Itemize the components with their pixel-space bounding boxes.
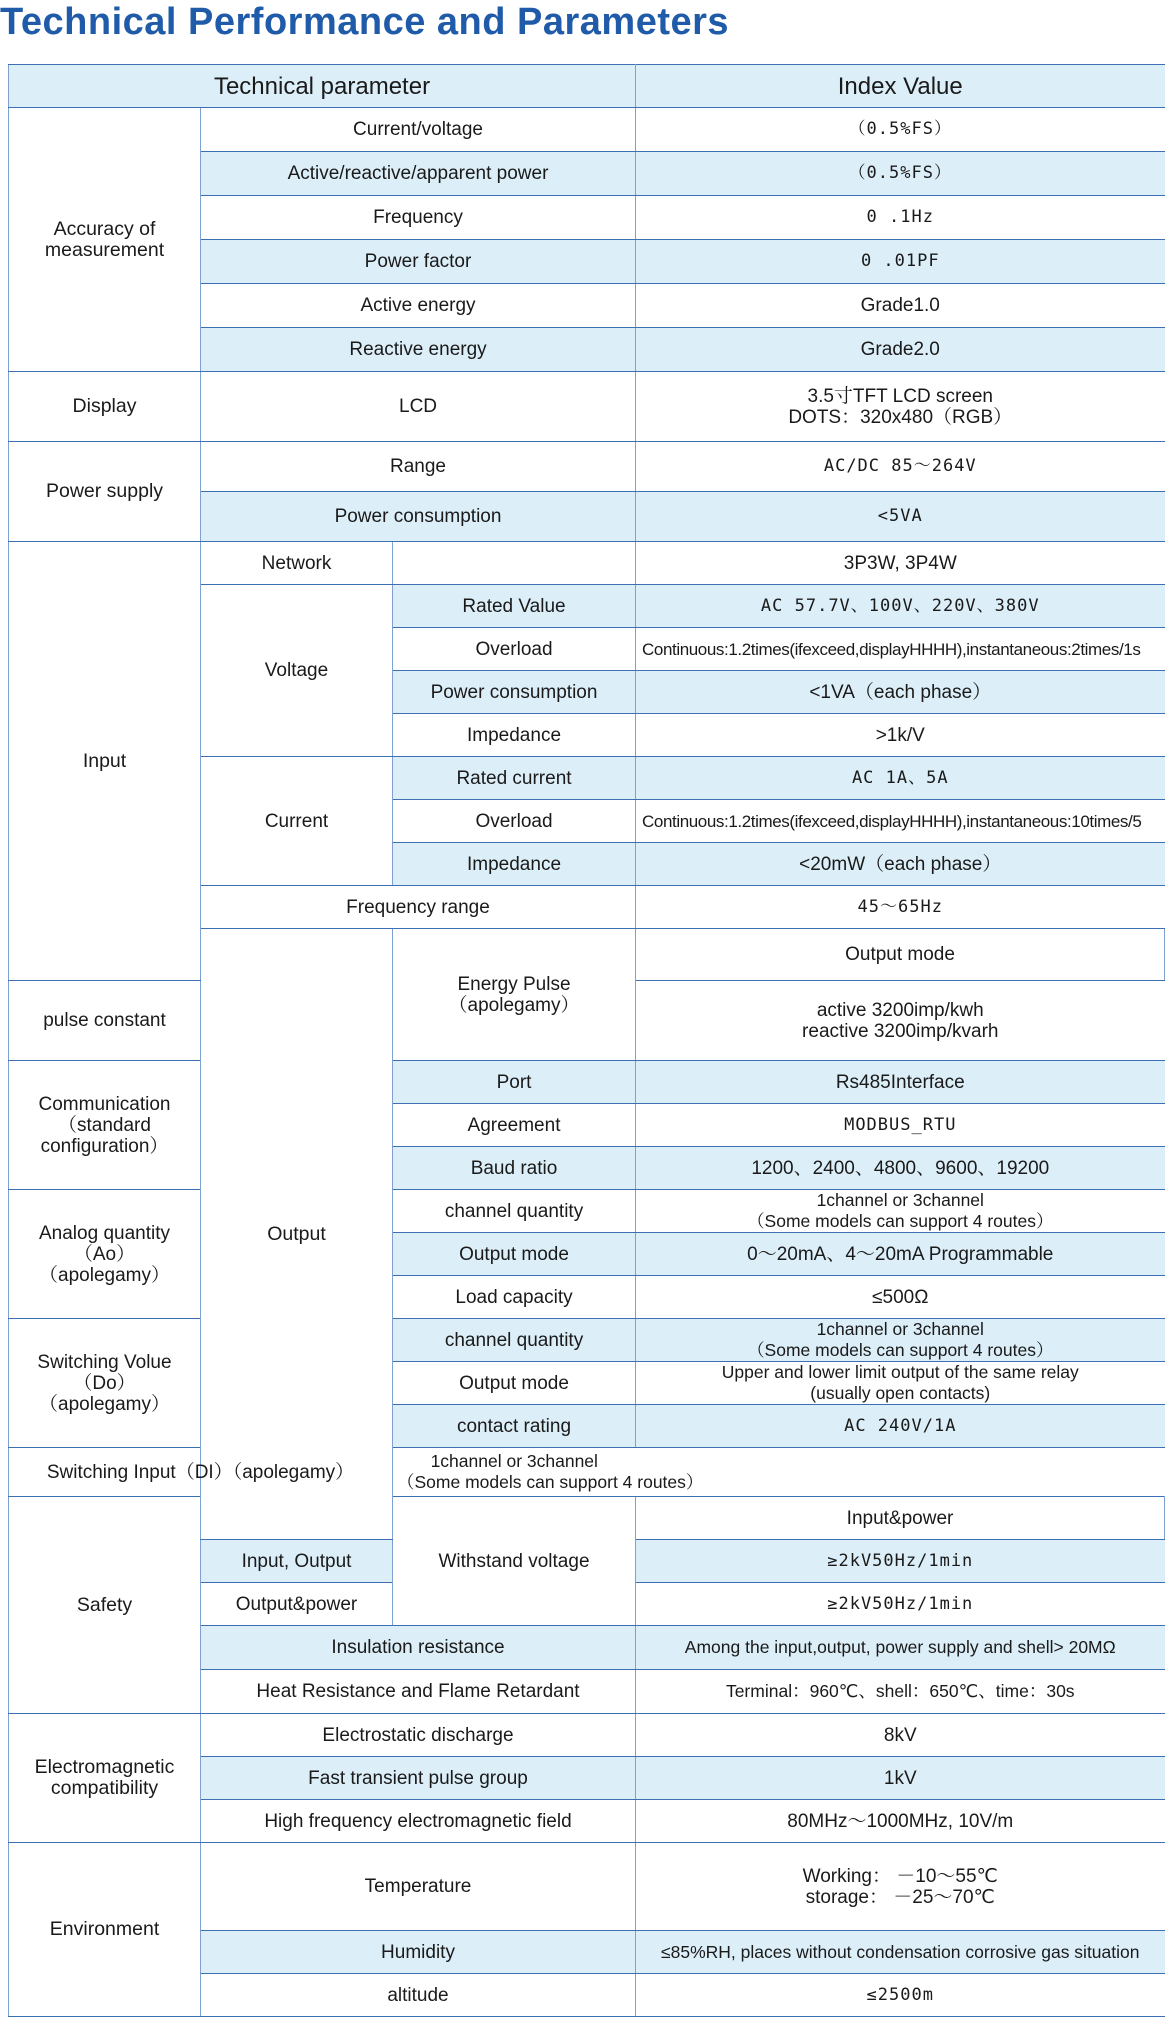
value-line: （Some models can support 4 routes） (747, 1211, 1054, 1231)
group-accuracy: Accuracy of measurement (9, 108, 201, 372)
param-cell: Power factor (201, 240, 636, 284)
param-cell: Overload (393, 628, 636, 671)
table-row (9, 372, 1165, 442)
group-emc (9, 1714, 201, 1843)
param-cell: Temperature (201, 1843, 636, 1931)
group-environment: Environment (9, 1843, 201, 2017)
value-line: active 3200imp/kwh (816, 999, 984, 1021)
value-cell: Among the input,output, power supply and shell> 20MΩ (636, 1626, 1165, 1670)
value-cell: 8kV (636, 1714, 1165, 1757)
sub-line: （Do） (73, 1372, 136, 1394)
table-row (9, 1061, 1165, 1104)
value-cell (393, 1448, 704, 1497)
sub-line: （apolegamy） (39, 1264, 170, 1286)
param-cell: Impedance (393, 843, 636, 886)
value-cell: （0.5%FS） (636, 108, 1165, 152)
value-line: storage： －25～70℃ (805, 1886, 995, 1908)
table-row (9, 1319, 1165, 1362)
value-cell: >1k/V (636, 714, 1165, 757)
param-cell: Range (201, 442, 636, 492)
param-cell: Switching Input（DI）（apolegamy） (9, 1448, 393, 1497)
table-row (9, 1497, 1165, 1540)
param-cell: Active energy (201, 284, 636, 328)
param-cell: Network (201, 542, 393, 585)
value-cell: ≤85%RH, places without condensation corrosive gas situation (636, 1931, 1165, 1974)
value-cell: 80MHz～1000MHz, 10V/m (636, 1800, 1165, 1843)
param-cell: Rated Value (393, 585, 636, 628)
value-cell: <5VA (636, 492, 1165, 542)
param-cell: Output mode (393, 1233, 636, 1276)
param-cell: Rated current (393, 757, 636, 800)
value-cell: Terminal：960℃、shell：650℃、time：30s (636, 1670, 1165, 1714)
param-cell: Humidity (201, 1931, 636, 1974)
param-cell: Power consumption (201, 492, 636, 542)
value-line: DOTS：320x480（RGB） (788, 406, 1013, 428)
value-line: 3.5寸TFT LCD screen (807, 385, 993, 407)
param-cell: Heat Resistance and Flame Retardant (201, 1670, 636, 1714)
param-cell: channel quantity (393, 1319, 636, 1362)
param-cell: LCD (201, 372, 636, 442)
value-line: Working： －10～55℃ (802, 1865, 998, 1887)
value-cell: AC 240V/1A (636, 1405, 1165, 1448)
param-cell: Current/voltage (201, 108, 636, 152)
table-row (9, 1843, 1165, 1931)
value-cell: （0.5%FS） (636, 152, 1165, 196)
table-row (9, 1448, 1165, 1497)
value-cell: ≥2kV50Hz/1min (636, 1540, 1165, 1583)
param-cell: Insulation resistance (201, 1626, 636, 1670)
sub-line: Communication (38, 1093, 171, 1115)
value-cell: MODBUS_RTU (636, 1104, 1165, 1147)
value-cell: ≤500Ω (636, 1276, 1165, 1319)
sub-line: （apolegamy） (39, 1393, 170, 1415)
value-cell: Grade1.0 (636, 284, 1165, 328)
group-line: compatibility (50, 1777, 159, 1799)
table-row (9, 1190, 1165, 1233)
group-power-supply: Power supply (9, 442, 201, 542)
sub-line: （apolegamy） (448, 994, 580, 1016)
value-cell: <1VA（each phase） (636, 671, 1165, 714)
value-cell: AC 57.7V、100V、220V、380V (636, 585, 1165, 628)
group-display: Display (9, 372, 201, 442)
value-cell: AC 1A、5A (636, 757, 1165, 800)
value-cell: ≥2kV50Hz/1min (636, 1583, 1165, 1626)
param-cell: Electrostatic discharge (201, 1714, 636, 1757)
value-cell: Continuous:1.2times(ifexceed,displayHHHH),instantaneous:10times/5 (636, 800, 1165, 843)
spec-table (8, 64, 1165, 2017)
value-cell: 0 .01PF (636, 240, 1165, 284)
sub-line: Switching Volue (37, 1351, 172, 1373)
table-row (9, 108, 1165, 152)
value-line: 1channel or 3channel (430, 1451, 598, 1471)
value-cell (636, 1362, 1165, 1405)
param-cell: Output mode (393, 1362, 636, 1405)
value-line: reactive 3200imp/kvarh (802, 1020, 999, 1042)
param-cell: Baud ratio (393, 1147, 636, 1190)
value-cell: 0 .1Hz (636, 196, 1165, 240)
sub-voltage: Voltage (201, 585, 393, 757)
sub-line: （Ao） (73, 1243, 136, 1265)
value-line: 1channel or 3channel (816, 1190, 984, 1210)
header-row (9, 65, 1165, 108)
param-cell: Reactive energy (201, 328, 636, 372)
table-row (9, 542, 1165, 585)
table-row (9, 1714, 1165, 1757)
value-cell: ≤2500m (636, 1974, 1165, 2017)
page-title: Technical Performance and Parameters (0, 1, 730, 43)
value-line: （Some models can support 4 routes） (747, 1340, 1054, 1360)
param-cell: Fast transient pulse group (201, 1757, 636, 1800)
value-cell (636, 981, 1165, 1061)
header-param: Technical parameter (9, 65, 636, 108)
value-line: (usually open contacts) (810, 1383, 991, 1403)
param-cell: Load capacity (393, 1276, 636, 1319)
value-cell: 3P3W, 3P4W (636, 542, 1165, 585)
value-line: 1channel or 3channel (816, 1319, 984, 1339)
value-cell (636, 1190, 1165, 1233)
sub-switching-value (9, 1319, 201, 1448)
value-cell (636, 1843, 1165, 1931)
group-output: Output (201, 929, 393, 1540)
value-line: Upper and lower limit output of the same relay (721, 1362, 1079, 1382)
param-cell: Port (393, 1061, 636, 1104)
group-line: Electromagnetic (34, 1756, 175, 1778)
table-row (9, 442, 1165, 492)
group-safety: Safety (9, 1497, 201, 1714)
sub-analog (9, 1190, 201, 1319)
value-cell (636, 1319, 1165, 1362)
param-cell: Agreement (393, 1104, 636, 1147)
param-cell: contact rating (393, 1405, 636, 1448)
value-cell: 0～20mA、4～20mA Programmable (636, 1233, 1165, 1276)
param-cell: Overload (393, 800, 636, 843)
param-cell: Frequency (201, 196, 636, 240)
value-cell: Grade2.0 (636, 328, 1165, 372)
value-cell: Continuous:1.2times(ifexceed,displayHHHH),instantaneous:2times/1s (636, 628, 1165, 671)
param-cell (393, 542, 636, 585)
sub-communication (9, 1061, 201, 1190)
header-value: Index Value (636, 65, 1165, 108)
param-cell: Output mode (636, 929, 1165, 981)
param-cell: channel quantity (393, 1190, 636, 1233)
value-line: （Some models can support 4 routes） (397, 1472, 704, 1492)
param-cell: Power consumption (393, 671, 636, 714)
sub-energy-pulse (393, 929, 636, 1061)
sub-line: Analog quantity (39, 1222, 170, 1244)
value-cell: 45～65Hz (636, 886, 1165, 929)
sub-withstand: Withstand voltage (393, 1497, 636, 1626)
param-cell: Output&power (201, 1583, 393, 1626)
sub-current: Current (201, 757, 393, 886)
value-cell (636, 372, 1165, 442)
value-cell: 1200、2400、4800、9600、19200 (636, 1147, 1165, 1190)
value-cell: Rs485Interface (636, 1061, 1165, 1104)
param-cell: pulse constant (9, 981, 201, 1061)
sub-line: configuration） (40, 1135, 169, 1157)
group-input: Input (9, 542, 201, 981)
sub-line: Energy Pulse (457, 973, 571, 995)
param-cell: Input, Output (201, 1540, 393, 1583)
value-cell: AC/DC 85～264V (636, 442, 1165, 492)
sub-line: （standard (58, 1114, 151, 1136)
param-cell: Impedance (393, 714, 636, 757)
param-cell: Frequency range (201, 886, 636, 929)
param-cell: High frequency electromagnetic field (201, 1800, 636, 1843)
value-cell: <20mW（each phase） (636, 843, 1165, 886)
param-cell: Active/reactive/apparent power (201, 152, 636, 196)
value-cell: 1kV (636, 1757, 1165, 1800)
param-cell: altitude (201, 1974, 636, 2017)
param-cell: Input&power (636, 1497, 1165, 1540)
